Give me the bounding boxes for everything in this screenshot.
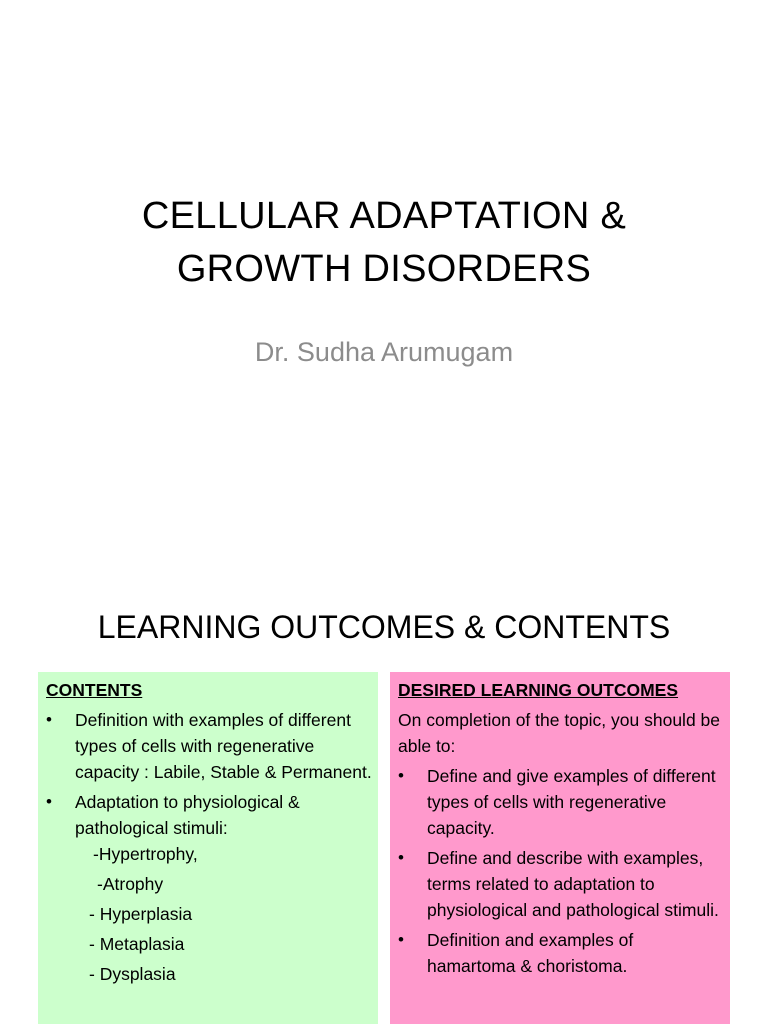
bullet-icon: •: [46, 792, 52, 811]
contents-list: [46, 707, 372, 987]
list-item-text: Definition with examples of different types of cells with regenerative capacity : Labile, Stable & Permanent.: [75, 710, 372, 782]
contents-panel: [38, 672, 378, 1024]
sublist-item: -Atrophy: [97, 874, 164, 894]
bullet-icon: •: [46, 710, 52, 729]
title-line-1: CELLULAR ADAPTATION &: [141, 195, 627, 237]
list-item-text: Definition and examples of hamartoma & choristoma.: [427, 930, 634, 976]
outcomes-panel: [390, 672, 730, 1024]
list-item-text: Define and describe with examples, terms related to adaptation to physiological and pathological stimuli.: [427, 848, 719, 920]
outcomes-list: [398, 763, 724, 979]
sublist-item: -Hypertrophy,: [93, 844, 198, 864]
outcomes-heading: DESIRED LEARNING OUTCOMES: [398, 680, 679, 700]
bullet-icon: •: [398, 930, 404, 949]
bullet-icon: •: [398, 848, 404, 867]
list-item-text: Define and give examples of different types of cells with regenerative capacity.: [427, 766, 716, 838]
author-subtitle: Dr. Sudha Arumugam: [254, 337, 514, 367]
list-item-text: Adaptation to physiological & pathological stimuli:: [75, 792, 300, 838]
adaptation-sublist: [75, 841, 372, 987]
title-line-2: GROWTH DISORDERS: [176, 248, 592, 290]
list-item: [46, 707, 372, 785]
presentation-title: [60, 190, 708, 296]
learning-outcomes-slide: [0, 580, 768, 1024]
list-item: [46, 789, 372, 987]
outcomes-intro: On completion of the topic, you should be able to:: [398, 710, 721, 756]
sublist-item: - Dysplasia: [89, 964, 176, 984]
list-item: [398, 927, 724, 979]
contents-heading: CONTENTS: [46, 680, 143, 700]
slide-title: LEARNING OUTCOMES & CONTENTS: [97, 609, 671, 645]
list-item: [398, 763, 724, 841]
list-item: [398, 845, 724, 923]
sublist-item: - Metaplasia: [89, 934, 185, 954]
bullet-icon: •: [398, 766, 404, 785]
sublist-item: - Hyperplasia: [89, 904, 193, 924]
